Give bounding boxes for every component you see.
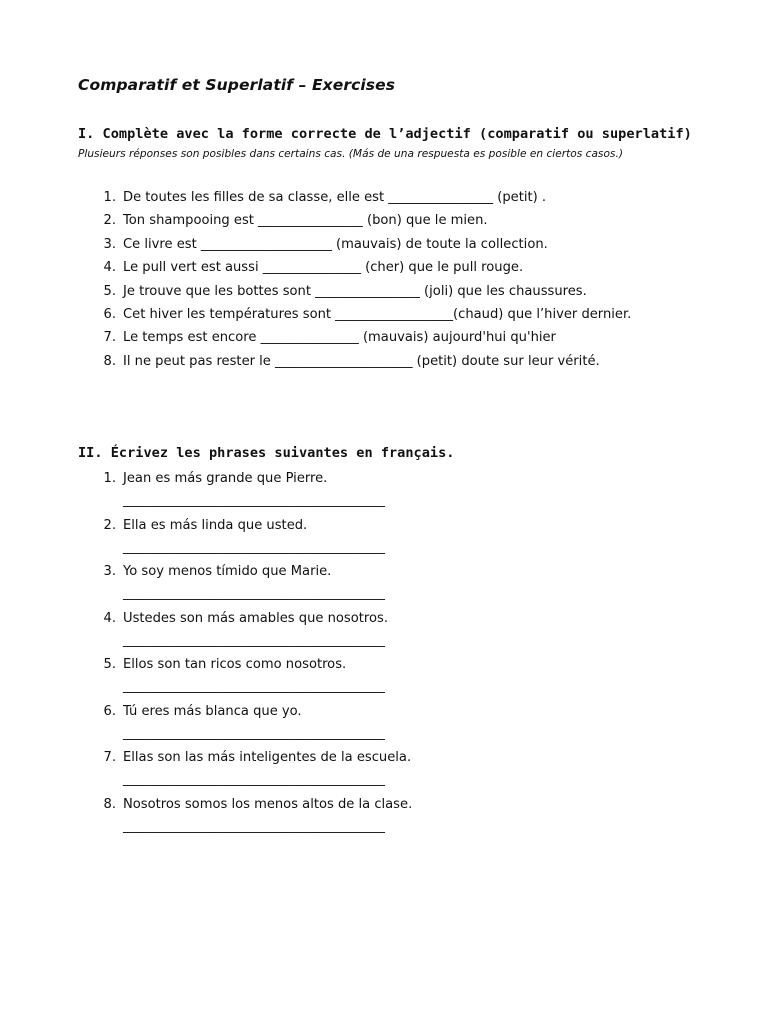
list-item <box>0 186 695 209</box>
answer-line: ________________________________________ <box>123 632 385 648</box>
item-number: 7. <box>103 330 116 346</box>
item-text: Ustedes son más amables que nosotros. <box>123 610 388 626</box>
item-text: Ton shampooing est ________________ (bon) que le mien. <box>123 213 488 229</box>
answer-line: ________________________________________ <box>123 493 385 508</box>
list-item <box>0 561 695 608</box>
item-number: 2. <box>103 517 116 533</box>
answer-line: ________________________________________ <box>123 539 385 555</box>
section-1-heading: I. Complète avec la forme correcte de l’adjectif (comparatif ou superlatif) <box>78 126 692 142</box>
answer-line: ________________________________________ <box>123 586 385 601</box>
item-text: Le temps est encore _______________ (mauvais) aujourd'hui qu'hier <box>123 330 556 346</box>
item-number: 4. <box>103 610 116 626</box>
item-text: Cet hiver les températures sont __________________(chaud) que l’hiver dernier. <box>123 307 632 323</box>
item-number: 6. <box>103 307 116 323</box>
item-number: 7. <box>103 750 116 765</box>
list-item <box>0 303 695 326</box>
item-number: 2. <box>103 213 116 229</box>
list-item <box>0 350 695 373</box>
item-text: Le pull vert est aussi _______________ (cher) que le pull rouge. <box>123 260 524 276</box>
page-title: Comparatif et Superlatif – Exercises <box>78 76 396 94</box>
item-text: Ce livre est ____________________ (mauvais) de toute la collection. <box>123 236 548 252</box>
item-number: 1. <box>103 471 116 486</box>
item-number: 3. <box>103 564 116 579</box>
item-number: 3. <box>103 236 116 252</box>
list-item <box>0 326 695 349</box>
list-item <box>0 233 695 256</box>
list-item <box>0 608 695 655</box>
item-number: 6. <box>103 703 116 719</box>
section-1-note: Plusieurs réponses son posibles dans certains cas. (Más de una respuesta es posible en ciertos casos.) <box>78 148 623 160</box>
list-item <box>0 747 695 794</box>
item-number: 5. <box>103 283 116 299</box>
item-number: 8. <box>103 353 116 369</box>
item-text: Tú eres más blanca que yo. <box>123 703 302 719</box>
item-text: Il ne peut pas rester le _____________________ (petit) doute sur leur vérité. <box>123 353 600 369</box>
list-item <box>0 654 695 701</box>
list-item <box>0 515 695 562</box>
item-text: Ellos son tan ricos como nosotros. <box>123 657 347 672</box>
item-number: 1. <box>103 190 116 205</box>
item-text: Je trouve que les bottes sont ________________ (joli) que les chaussures. <box>123 283 587 299</box>
answer-line: ________________________________________ <box>123 679 385 694</box>
item-text: De toutes les filles de sa classe, elle est ________________ (petit) . <box>123 190 547 205</box>
list-item <box>0 209 695 232</box>
section-2-list <box>0 468 695 840</box>
answer-line: ________________________________________ <box>123 772 385 787</box>
item-number: 5. <box>103 657 116 672</box>
item-text: Yo soy menos tímido que Marie. <box>123 564 332 579</box>
item-text: Nosotros somos los menos altos de la clase. <box>123 796 413 812</box>
list-item <box>0 468 695 515</box>
section-1-list <box>0 186 695 373</box>
list-item <box>0 794 695 841</box>
item-text: Ella es más linda que usted. <box>123 517 308 533</box>
list-item <box>0 280 695 303</box>
list-item <box>0 701 695 748</box>
list-item <box>0 256 695 279</box>
answer-line: ________________________________________ <box>123 725 385 741</box>
item-text: Jean es más grande que Pierre. <box>123 471 328 486</box>
section-2-heading: II. Écrivez les phrases suivantes en français. <box>78 445 455 461</box>
answer-line: ________________________________________ <box>123 818 385 834</box>
item-number: 4. <box>103 260 116 276</box>
item-text: Ellas son las más inteligentes de la escuela. <box>123 750 412 765</box>
item-number: 8. <box>103 796 116 812</box>
